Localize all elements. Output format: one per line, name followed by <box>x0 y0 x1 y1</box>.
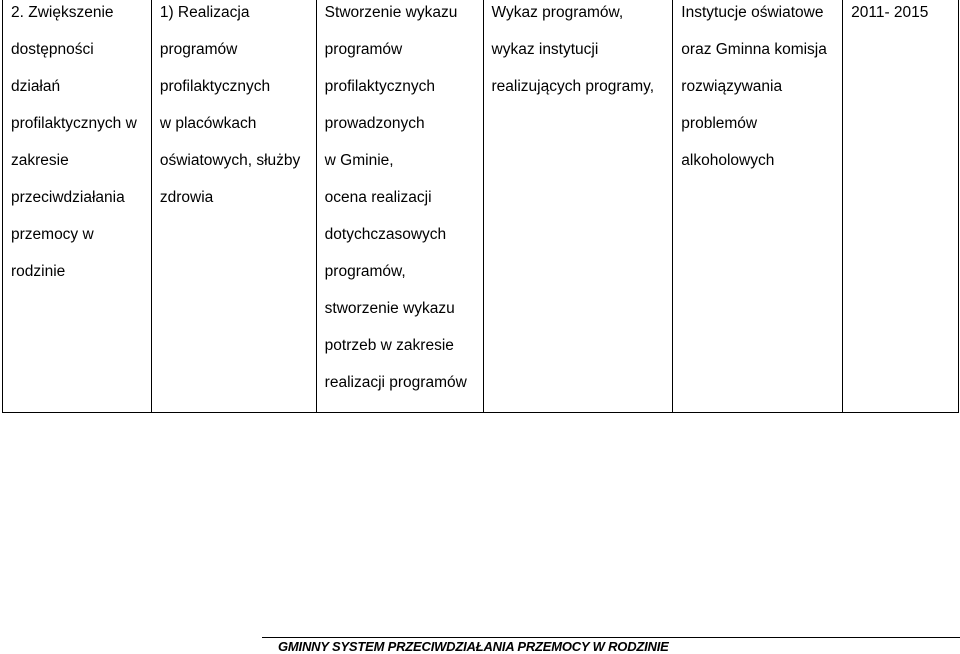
cell-line: wykaz instytucji <box>491 41 599 58</box>
cell-line: rodzinie <box>11 263 66 280</box>
cell-line: dostępności <box>11 41 94 58</box>
cell-line: programów <box>159 41 238 58</box>
cell-line: 1) Realizacja <box>159 4 250 21</box>
cell-line: w placówkach <box>159 115 257 132</box>
cell-actions <box>317 0 484 412</box>
cell-line: rozwiązywania <box>681 78 783 95</box>
cell-line: programów, <box>324 263 406 280</box>
cell-line: profilaktycznych <box>324 78 435 95</box>
cell-line: przeciwdziałania <box>11 189 125 206</box>
cell-line: realizujących programy, <box>491 78 655 95</box>
cell-line: 2. Zwiększenie <box>11 4 114 21</box>
cell-line: Wykaz programów, <box>491 4 624 21</box>
cell-line: problemów <box>681 115 758 132</box>
cell-indicators <box>484 0 674 412</box>
cell-responsible <box>673 0 843 412</box>
plan-table <box>2 0 959 413</box>
cell-line: Instytucje oświatowe <box>681 4 824 21</box>
cell-task <box>152 0 317 412</box>
cell-line: w Gminie, <box>324 152 394 169</box>
cell-line: 2011- 2015 <box>851 4 929 21</box>
cell-line: przemocy w <box>11 226 94 243</box>
cell-line: alkoholowych <box>681 152 775 169</box>
page-footer: GMINNY SYSTEM PRZECIWDZIAŁANIA PRZEMOCY W RODZINIE <box>278 639 669 654</box>
cell-line: zakresie <box>11 152 69 169</box>
cell-line: dotychczasowych <box>324 226 447 243</box>
cell-line: prowadzonych <box>324 115 425 132</box>
cell-line: oświatowych, służby <box>159 152 301 169</box>
cell-period <box>843 0 959 412</box>
cell-goal <box>3 0 152 412</box>
cell-line: programów <box>324 41 403 58</box>
cell-line: ocena realizacji <box>324 189 432 206</box>
cell-line: realizacji programów <box>324 374 467 391</box>
cell-line: profilaktycznych <box>159 78 271 95</box>
footer-divider <box>262 637 960 638</box>
cell-line: Stworzenie wykazu <box>324 4 458 21</box>
cell-line: stworzenie wykazu <box>324 300 455 317</box>
cell-line: potrzeb w zakresie <box>324 337 454 354</box>
cell-line: zdrowia <box>159 189 214 206</box>
cell-line: działań <box>11 78 61 95</box>
cell-line: oraz Gminna komisja <box>681 41 827 58</box>
cell-line: profilaktycznych w <box>11 115 137 132</box>
